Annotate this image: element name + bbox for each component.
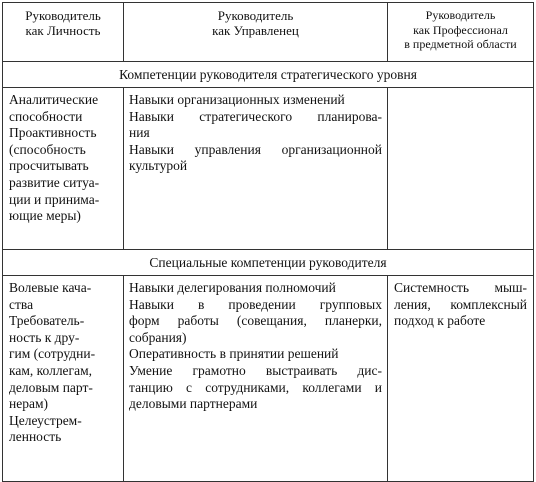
text-line: Навыки управления организационной [129, 141, 382, 157]
text-line: танцию с сотрудниками, коллегами и [129, 379, 382, 395]
text-line: Требователь- [9, 313, 85, 329]
text-line: ства [9, 296, 34, 312]
cell-professional-special [388, 276, 534, 482]
header-line: Руководитель [217, 8, 294, 23]
text-line: кам, коллегам, [9, 362, 92, 378]
text-line: Навыки делегирования полномочий [129, 280, 336, 295]
text-line: Целеустрем- [9, 412, 82, 428]
cell-manager-special [124, 276, 388, 482]
text-line: собрания) [129, 329, 187, 345]
text-line: ления, комплексный [394, 296, 527, 312]
text-line: нерам) [9, 396, 48, 412]
header-personality [3, 3, 124, 62]
header-line: как Профессионал [413, 22, 508, 37]
text-line: способности [9, 108, 83, 124]
text-line: ность к дру- [9, 329, 80, 345]
cell-professional-strategic [388, 88, 534, 250]
section-title-strategic: Компетенции руководителя стратегического уровня [3, 62, 534, 88]
text-line: ния [129, 125, 150, 141]
text-line: развитие ситуа- [9, 174, 100, 190]
header-line: как Управленец [212, 23, 299, 38]
text-line: Навыки стратегического планирова- [129, 108, 382, 124]
text-line: просчитывать [9, 158, 89, 174]
text-line: культурой [129, 158, 188, 174]
text-line: Навыки организационных изменений [129, 92, 345, 107]
text-line: Волевые кача- [9, 280, 92, 295]
header-row [3, 3, 534, 62]
text-line: Умение грамотно выстраивать дис- [129, 362, 382, 378]
cell-personality-special [3, 276, 124, 482]
section-row-special [3, 250, 534, 276]
text-line: ющие меры) [9, 208, 81, 224]
content-row-strategic [3, 88, 534, 250]
text-line: гим (сотрудни- [9, 346, 96, 362]
cell-manager-strategic [124, 88, 388, 250]
text-line: ции и принима- [9, 191, 100, 207]
header-line: Руководитель [25, 8, 101, 23]
header-line: Руководитель [425, 8, 496, 22]
header-manager [124, 3, 388, 62]
cell-personality-strategic [3, 88, 124, 250]
text-line: Аналитические [9, 92, 99, 107]
section-row-strategic [3, 62, 534, 88]
text-line: Навыки в проведении групповых [129, 296, 382, 312]
text-line: форм работы (совещания, планерки, [129, 313, 382, 329]
text-line: деловым парт- [9, 379, 93, 395]
header-professional [388, 3, 534, 62]
content-row-special [3, 276, 534, 482]
competency-table [2, 2, 534, 482]
header-line: как Личность [25, 23, 101, 38]
text-line: деловыми партнерами [129, 396, 258, 412]
text-line: (способность [9, 141, 86, 157]
text-line: ленность [9, 429, 62, 445]
text-line: Проактивность [9, 125, 97, 141]
text-line: Системность мыш- [394, 280, 527, 295]
section-title-special: Специальные компетенции руководителя [3, 250, 534, 276]
text-line: подход к работе [394, 313, 486, 329]
header-line: в предметной области [404, 37, 517, 51]
text-line: Оперативность в принятии решений [129, 346, 339, 362]
